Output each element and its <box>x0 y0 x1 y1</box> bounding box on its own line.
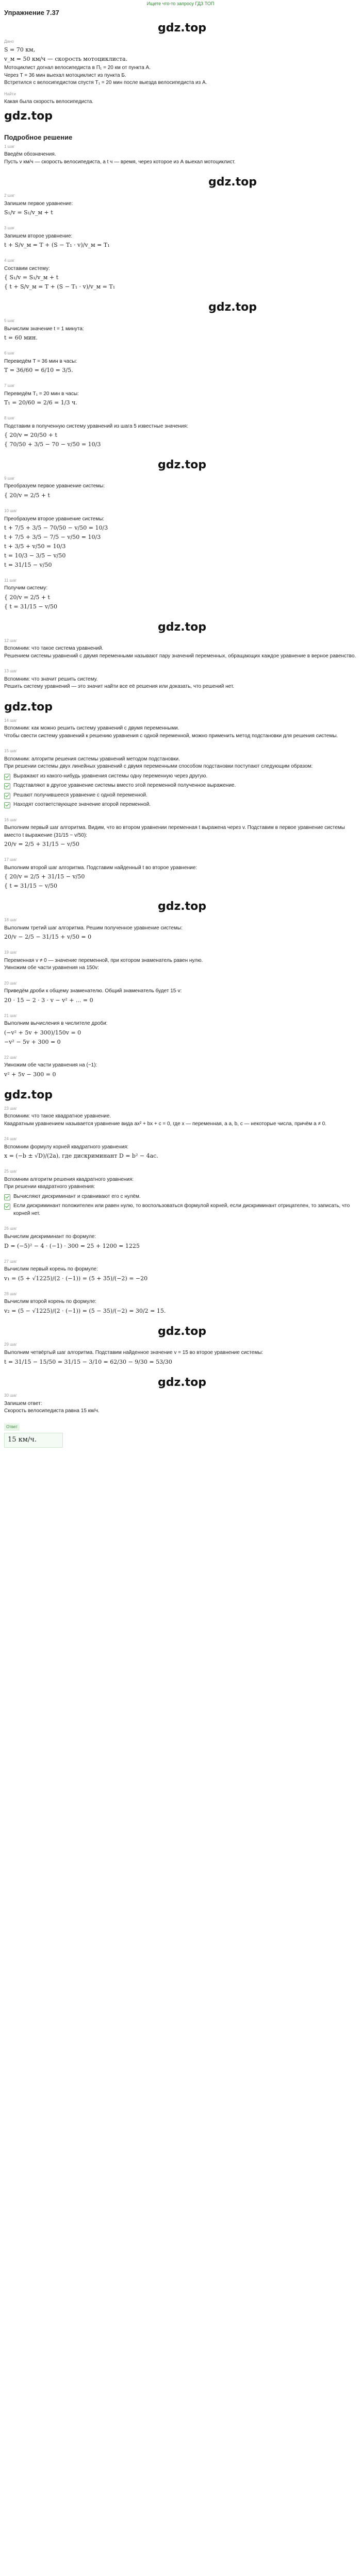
solution-step <box>4 508 360 569</box>
step-tag: 21 шаг <box>4 1013 17 1018</box>
step-tag: 28 шаг <box>4 1291 17 1296</box>
step-tag: 26 шаг <box>4 1226 17 1231</box>
step-tag: 17 шаг <box>4 857 17 862</box>
algorithm-item-text: Вычисляют дискриминант и сравнивают его с нулём. <box>13 1193 141 1199</box>
step-formula: v₁ = (5 + √1225)/(2 · (−1)) = (5 + 35)/(−2) = −20 <box>4 1275 148 1282</box>
solution-step <box>4 225 360 249</box>
exercise-content <box>4 8 360 1448</box>
step-line: Решением системы уравнений с двумя переменными называют пару значений переменных, обращающих каждое уравнение в верное равенство. <box>4 653 356 659</box>
watermark: gdz.top <box>4 109 53 123</box>
step-formula: { 70/50 + 3/5 − 70 − v/50 = 10/3 <box>4 441 101 448</box>
step-tag: 22 шаг <box>4 1055 17 1060</box>
find-label: Найти <box>4 91 16 96</box>
step-tag: 24 шаг <box>4 1137 17 1142</box>
step-formula: S₁/v = S₁/v_м + t <box>4 209 53 216</box>
step-line: При решении системы двух линейных уравнений с двумя переменными способом подстановки поступают следующим образом: <box>4 764 313 770</box>
algorithm-item <box>4 801 360 809</box>
solution-step <box>4 980 360 1005</box>
step-tag: 13 шаг <box>4 669 17 674</box>
solution-step <box>4 668 360 691</box>
algorithm-item <box>4 773 360 781</box>
step-tag: 29 шаг <box>4 1342 17 1347</box>
watermark: gdz.top <box>157 620 207 634</box>
step-line: Решить систему уравнений — это значит найти все её решения или доказать, что решений нет. <box>4 684 235 690</box>
solution-step <box>4 318 360 342</box>
solution-step <box>4 476 360 500</box>
step-tag: 9 шаг <box>4 476 15 481</box>
step-formula: 20 · 15 − 2 · 3 · v − v² + ... = 0 <box>4 996 93 1004</box>
check-icon <box>4 1204 10 1210</box>
given-label: Дано <box>4 39 14 44</box>
solution-step <box>4 1226 360 1250</box>
step-formula: 20/v = 2/5 + 31/15 − v/50 <box>4 841 79 848</box>
step-tag: 10 шаг <box>4 508 17 513</box>
step-tag: 18 шаг <box>4 918 17 923</box>
solution-step <box>4 144 360 166</box>
step-formula: { 20/v = 2/5 + t <box>4 594 50 601</box>
step-formula: { 20/v = 2/5 + 31/15 − v/50 <box>4 873 85 880</box>
step-line: Умножим обе части уравнения на 150v: <box>4 965 99 971</box>
solution-step <box>4 1342 360 1366</box>
step-tag: 11 шаг <box>4 578 17 583</box>
watermark: gdz.top <box>208 301 257 314</box>
step-tag: 27 шаг <box>4 1259 17 1264</box>
check-icon <box>4 802 10 808</box>
solution-step <box>4 1013 360 1046</box>
step-tag: 6 шаг <box>4 350 15 355</box>
step-formula: v² + 5v − 300 = 0 <box>4 1071 56 1078</box>
step-formula: x = (−b ± √D)/(2a), где дискриминант D = b² − 4ac. <box>4 1153 158 1160</box>
step-line: Вспомним: алгоритм решения системы уравнений методом подстановки. <box>4 756 180 762</box>
algorithm-item <box>4 782 360 790</box>
step-tag: 19 шаг <box>4 950 17 955</box>
given-line: v_м = 50 км/ч — скорость мотоциклиста. <box>4 56 128 63</box>
step-formula: { t = 31/15 − v/50 <box>4 603 57 610</box>
check-icon <box>4 793 10 799</box>
step-tag: 20 шаг <box>4 980 17 986</box>
given-line: Мотоциклист догнал велосипедиста в П₁ = 20 км от пункта А. <box>4 65 151 71</box>
step-formula: 20/v − 2/5 − 31/15 + v/50 = 0 <box>4 934 92 941</box>
step-line: Запишем первое уравнение: <box>4 200 73 207</box>
algorithm-item-text: Если дискриминант положителен или равен нулю, то воспользоваться формулой корней, если дискриминант отрицателен, то записать, что корней нет. <box>13 1203 350 1216</box>
watermark: gdz.top <box>157 459 207 471</box>
answer-label: Ответ <box>4 1423 20 1431</box>
watermark: gdz.top <box>208 176 257 189</box>
step-tag: 15 шаг <box>4 749 17 754</box>
step-line: Чтобы свести систему уравнений к решению уравнения с одной переменной, можно применить метод подстановки для решения системы. <box>4 733 338 739</box>
solution-step <box>4 1168 360 1217</box>
step-formula: t = 10/3 − 3/5 − v/50 <box>4 552 66 559</box>
algorithm-item <box>4 792 360 800</box>
step-line: Умножим обе части уравнения на (−1): <box>4 1062 97 1069</box>
algorithm-item-text: Находят соответствующее значение второй переменной. <box>13 802 151 808</box>
solution-step <box>4 1291 360 1315</box>
solution-step <box>4 258 360 291</box>
step-line: Получим систему: <box>4 585 48 591</box>
step-line: Вычислим первый корень по формуле: <box>4 1266 98 1273</box>
step-line: Вспомним: как можно решить систему уравнений с двумя переменными. <box>4 725 179 732</box>
find-line: Какая была скорость велосипедиста. <box>4 99 94 105</box>
solution-step <box>4 1393 360 1415</box>
algorithm-item-text: Решают получившееся уравнение с одной переменной. <box>13 792 147 798</box>
algorithm-item-text: Подставляют в другое уравнение системы вместо этой переменной полученное выражение. <box>13 783 236 789</box>
step-line: Преобразуем первое уравнение системы: <box>4 483 105 489</box>
step-formula: { S₁/v = S₁/v_м + t <box>4 274 59 281</box>
check-icon <box>4 783 10 789</box>
step-line: Составим систему: <box>4 265 50 272</box>
algorithm-item <box>4 1193 360 1201</box>
step-line: Вспомним: что такое квадратное уравнение. <box>4 1113 111 1120</box>
solution-step <box>4 1259 360 1283</box>
solution-step <box>4 415 360 449</box>
step-line: Вычислим второй корень по формуле: <box>4 1299 97 1305</box>
step-line: Вспомним: что значит решить систему. <box>4 676 98 682</box>
step-formula: { t = 31/15 − v/50 <box>4 883 57 890</box>
step-line: При решении квадратного уравнения: <box>4 1184 95 1190</box>
given-line: Через T = 36 мин выехал мотоциклист из пункта Б. <box>4 72 126 78</box>
solution-step <box>4 638 360 660</box>
step-line: Вспомним алгоритм решения квадратного уравнения: <box>4 1176 134 1182</box>
given-line: S = 70 км, <box>4 46 36 54</box>
watermark: gdz.top <box>157 900 207 913</box>
step-tag: 1 шаг <box>4 144 15 149</box>
top-link-banner[interactable] <box>0 0 361 7</box>
given-line: Встретился с велосипедистом спустя T₁ = 20 мин после выезда велосипедиста из А. <box>4 80 207 86</box>
step-tag: 3 шаг <box>4 226 15 231</box>
solution-step <box>4 1136 360 1160</box>
watermark: gdz.top <box>4 1088 53 1101</box>
step-formula: t = 31/15 − 15/50 = 31/15 − 3/10 = 62/30 − 9/30 = 53/30 <box>4 1358 172 1365</box>
step-line: Выполним третий шаг алгоритма. Решим полученное уравнение системы: <box>4 925 183 931</box>
step-line: Выполним вычисления в числителе дроби: <box>4 1021 108 1027</box>
solution-step <box>4 350 360 375</box>
solution-step <box>4 917 360 941</box>
step-formula: D = (−5)² − 4 · (−1) · 300 = 25 + 1200 = 1225 <box>4 1242 140 1249</box>
step-tag: 4 шаг <box>4 258 15 263</box>
step-tag: 30 шаг <box>4 1393 17 1398</box>
step-formula: T₁ = 20/60 = 2/6 = 1/3 ч. <box>4 399 77 406</box>
solution-step <box>4 748 360 809</box>
algorithm-item <box>4 1202 360 1217</box>
step-formula: { 20/v = 20/50 + t <box>4 432 57 439</box>
step-formula: { 20/v = 2/5 + t <box>4 492 50 499</box>
step-formula: t + 7/5 + 3/5 − 7/5 − v/50 = 10/3 <box>4 533 101 540</box>
step-line: Квадратным уравнением называется уравнение вида ax² + bx + c = 0, где x — переменная, а a, b, c — некоторые числа, причём a ≠ 0. <box>4 1121 326 1127</box>
step-formula: t = 31/15 − v/50 <box>4 561 52 568</box>
step-formula: t + 7/5 + 3/5 − 70/50 − v/50 = 10/3 <box>4 524 108 532</box>
step-line: Вычислим дискриминант по формуле: <box>4 1234 96 1240</box>
step-line: Переведём T = 36 мин в часы: <box>4 358 77 364</box>
step-tag: 25 шаг <box>4 1169 17 1174</box>
step-line: Запишем второе уравнение: <box>4 233 73 239</box>
solution-step <box>4 383 360 407</box>
step-formula: v₂ = (5 − √1225)/(2 · (−1)) = (5 − 35)/(−2) = 30/2 = 15. <box>4 1307 166 1314</box>
step-line: Приведём дроби к общему знаменателю. Общий знаменатель будет 15·v: <box>4 988 182 994</box>
solution-step <box>4 1106 360 1128</box>
solution-step <box>4 718 360 740</box>
step-line: Вспомним: что такое система уравнений. <box>4 646 104 652</box>
solution-step <box>4 193 360 217</box>
solution-step <box>4 817 360 849</box>
step-line: Введём обозначения. <box>4 151 56 158</box>
watermark: gdz.top <box>157 21 207 35</box>
step-tag: 7 шаг <box>4 383 15 388</box>
algorithm-item-text: Выражают из какого-нибудь уравнения системы одну переменную через другую. <box>13 773 208 779</box>
step-tag: 2 шаг <box>4 193 15 198</box>
step-line: Выполним второй шаг алгоритма. Подставим найденный t во второе уравнение: <box>4 865 198 871</box>
solution-step <box>4 950 360 972</box>
step-line: Пусть v км/ч — скорость велосипедиста, а t ч — время, через которое из А выехал мотоциклист. <box>4 159 236 165</box>
step-line: Вычислим значение t = 1 минута: <box>4 326 84 332</box>
watermark: gdz.top <box>157 1376 207 1389</box>
exercise-title: Упражнение 7.37 <box>4 9 59 16</box>
step-line: Преобразуем второе уравнение системы: <box>4 516 105 522</box>
check-icon <box>4 1194 10 1200</box>
step-tag: 14 шаг <box>4 718 17 723</box>
step-tag: 23 шаг <box>4 1106 17 1111</box>
answer-value: 15 км/ч. <box>4 1433 63 1448</box>
watermark: gdz.top <box>157 1325 207 1338</box>
step-formula: t + 3/5 + v/50 = 10/3 <box>4 543 66 550</box>
step-line: Запишем ответ: <box>4 1400 42 1406</box>
step-tag: 5 шаг <box>4 318 15 323</box>
step-line: Скорость велосипедиста равна 15 км/ч. <box>4 1408 100 1414</box>
step-line: Подставим в полученную систему уравнений из шага 5 известные значения: <box>4 423 188 429</box>
step-line: Выполним первый шаг алгоритма. Видим, что во втором уравнении переменная t выражена через v. Подставим в первое уравнение системы вместо t выражение (31/15 − v/50): <box>4 825 345 838</box>
step-formula: −v² − 5v + 300 = 0 <box>4 1038 61 1045</box>
step-tag: 8 шаг <box>4 416 15 421</box>
step-formula: (−v² + 5v + 300)/150v = 0 <box>4 1029 81 1036</box>
top-link-text[interactable]: Ищете что-то запросу ГДЗ ТОП <box>146 1 215 6</box>
step-tag: 16 шаг <box>4 817 17 822</box>
watermark: gdz.top <box>4 700 53 714</box>
step-tag: 12 шаг <box>4 638 17 643</box>
step-line: Выполним четвёртый шаг алгоритма. Подставим найденное значение v = 15 во второе уравнение системы: <box>4 1350 264 1356</box>
step-formula: t + S/v_м = T + (S − T₁ · v)/v_м = T₁ <box>4 242 110 249</box>
solution-step <box>4 1055 360 1079</box>
check-icon <box>4 774 10 780</box>
step-line: Переведём T₁ = 20 мин в часы: <box>4 391 79 397</box>
step-formula: t = 60 мин. <box>4 334 38 342</box>
step-line: Вспомним формулу корней квадратного уравнения: <box>4 1144 129 1150</box>
step-formula: { t + S/v_м = T + (S − T₁ · v)/v_м = T₁ <box>4 283 116 291</box>
step-formula: T = 36/60 = 6/10 = 3/5. <box>4 367 73 374</box>
solution-step <box>4 578 360 611</box>
solution-title: Подробное решение <box>4 133 73 141</box>
solution-step <box>4 857 360 890</box>
step-line: Переменная v ≠ 0 — значение переменной, при котором знаменатель равен нулю. <box>4 957 203 963</box>
